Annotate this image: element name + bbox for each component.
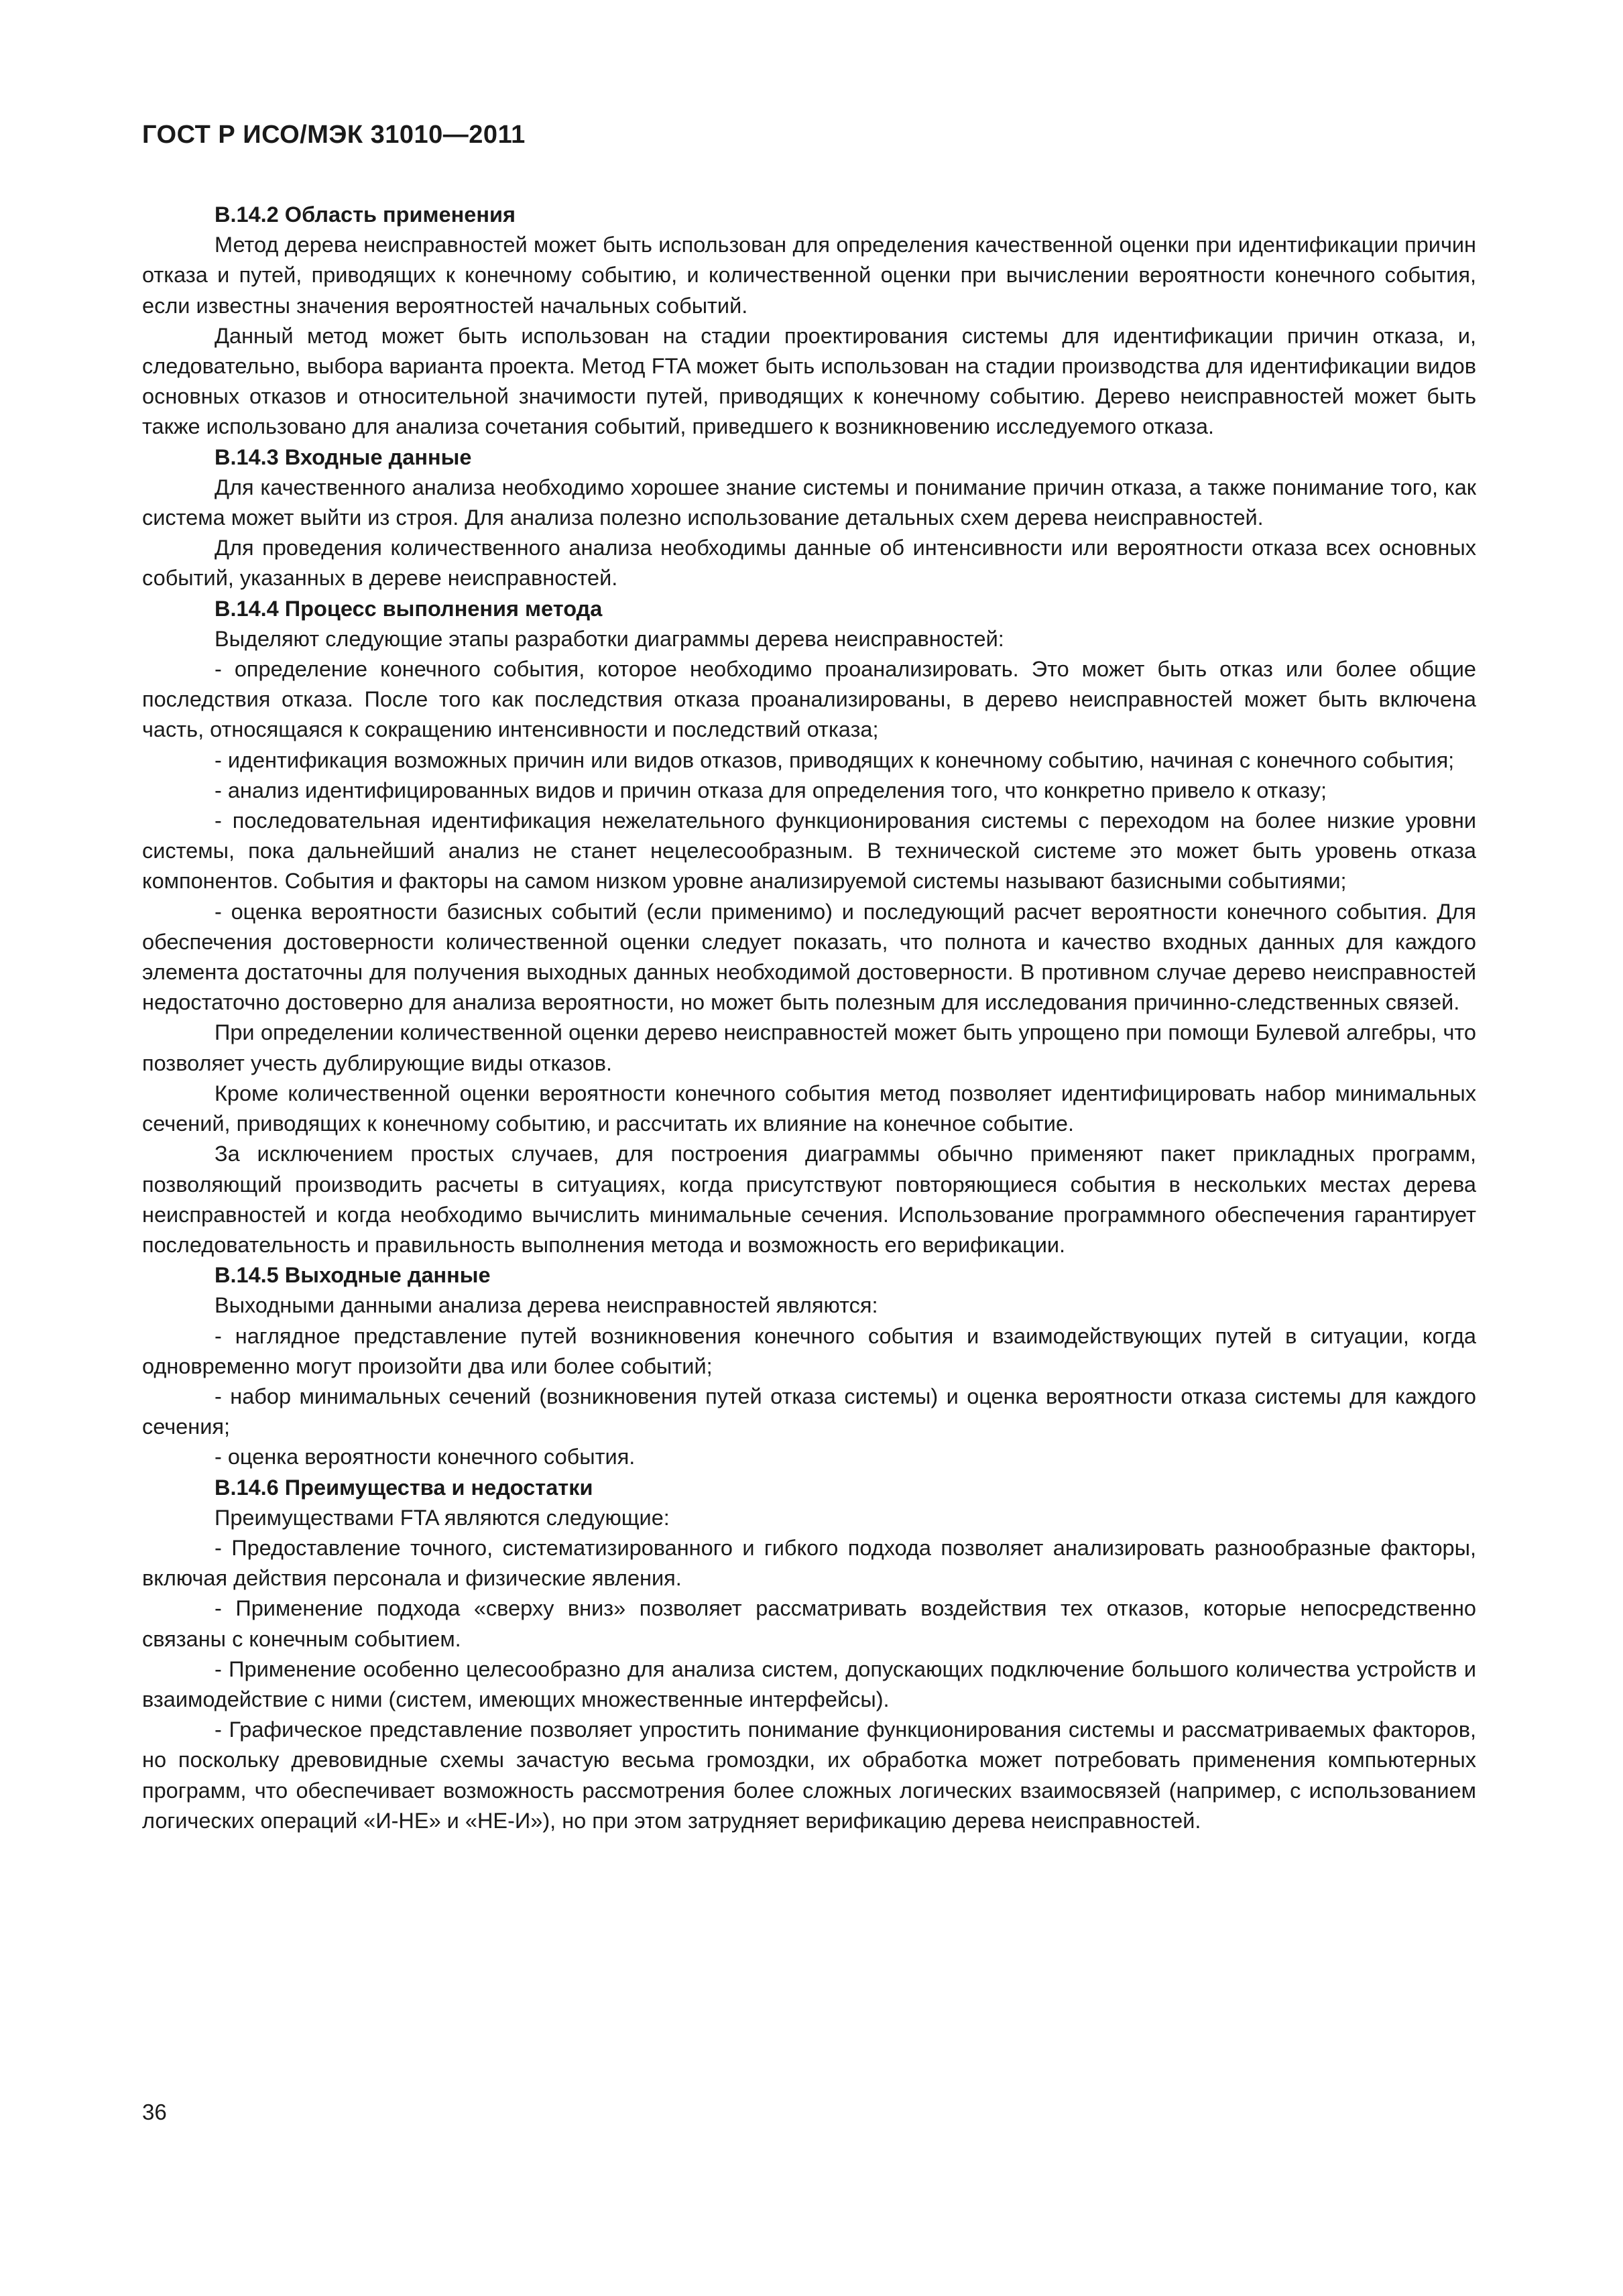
- list-item: - Применение подхода «сверху вниз» позволяет рассматривать воздействия тех отказов, которые непосредственно связаны с конечным событием.: [142, 1596, 1476, 1651]
- section-heading: В.14.5 Выходные данные: [215, 1263, 491, 1288]
- paragraph: Выделяют следующие этапы разработки диаграммы дерева неисправностей:: [215, 626, 1004, 651]
- paragraph: Для качественного анализа необходимо хорошее знание системы и понимание причин отказа, а также понимание того, как система может выйти из строя. Для анализа полезно использование детальных схем дерева неисправностей.: [142, 475, 1476, 530]
- list-item: - Применение особенно целесообразно для анализа систем, допускающих подключение большого количества устройств и взаимодействие с ними (систем, имеющих множественные интерфейсы).: [142, 1656, 1476, 1711]
- list-item: - Предоставление точного, систематизированного и гибкого подхода позволяет анализировать разнообразные факторы, включая действия персонала и физические явления.: [142, 1535, 1476, 1591]
- page-number: 36: [142, 2100, 167, 2124]
- paragraph: Преимуществами FTA являются следующие:: [215, 1505, 670, 1530]
- section-heading: В.14.2 Область применения: [215, 202, 516, 227]
- section-heading: В.14.6 Преимущества и недостатки: [215, 1475, 593, 1500]
- paragraph: Данный метод может быть использован на стадии проектирования системы для идентификации причин отказа, и, следовательно, выбора варианта проекта. Метод FTA может быть использован на стадии производства для идентификации видов основных отказов и относительной значимости путей, приводящих к конечному событию. Дерево неисправностей может быть также использовано для анализа сочетания событий, приведшего к возникновению исследуемого отказа.: [142, 323, 1476, 439]
- paragraph: Метод дерева неисправностей может быть использован для определения качественной оценки при идентификации причин отказа и путей, приводящих к конечному событию, и количественной оценки при вычислении вероятности конечного события, если известны значения вероятностей начальных событий.: [142, 233, 1476, 318]
- list-item: - наглядное представление путей возникновения конечного события и взаимодействующих путей в ситуации, когда одновременно могут произойти два или более событий;: [142, 1323, 1476, 1378]
- section-heading: В.14.3 Входные данные: [215, 444, 472, 469]
- paragraph: Кроме количественной оценки вероятности конечного события метод позволяет идентифицировать набор минимальных сечений, приводящих к конечному событию, и рассчитать их влияние на конечное событие.: [142, 1081, 1476, 1136]
- list-item: - последовательная идентификация нежелательного функционирования системы с переходом на более низкие уровни системы, пока дальнейший анализ не станет нецелесообразным. В технической системе это может быть уровень отказа компонентов. События и факторы на самом низком уровне анализируемой системы называют базисными событиями;: [142, 808, 1476, 894]
- paragraph: Выходными данными анализа дерева неисправностей являются:: [215, 1293, 878, 1318]
- list-item: - набор минимальных сечений (возникновения путей отказа системы) и оценка вероятности отказа системы для каждого сечения;: [142, 1384, 1476, 1439]
- paragraph: Для проведения количественного анализа необходимы данные об интенсивности или вероятности отказа всех основных событий, указанных в дереве неисправностей.: [142, 536, 1476, 591]
- list-item: - оценка вероятности конечного события.: [215, 1445, 636, 1469]
- list-item: - определение конечного события, которое необходимо проанализировать. Это может быть отказ или более общие последствия отказа. После того как последствия отказа проанализированы, в дерево неисправностей может быть включена часть, относящаяся к сокращению интенсивности и последствий отказа;: [142, 657, 1476, 742]
- list-item: - анализ идентифицированных видов и причин отказа для определения того, что конкретно привело к отказу;: [215, 778, 1327, 802]
- list-item: - оценка вероятности базисных событий (если применимо) и последующий расчет вероятности конечного события. Для обеспечения достоверности количественной оценки следует показать, что полнота и качество входных данных для каждого элемента достаточны для получения выходных данных необходимой достоверности. В противном случае дерево неисправностей недостаточно достоверно для анализа вероятности, но может быть полезным для исследования причинно-следственных связей.: [142, 899, 1476, 1015]
- list-item: - Графическое представление позволяет упростить понимание функционирования системы и рассматриваемых факторов, но поскольку древовидные схемы зачастую весьма громоздки, их обработка может потребовать применения компьютерных программ, что обеспечивает возможность рассмотрения более сложных логических взаимосвязей (например, с использованием логических операций «И-НЕ» и «НЕ-И»), но при этом затрудняет верификацию дерева неисправностей.: [142, 1717, 1476, 1833]
- paragraph: При определении количественной оценки дерево неисправностей может быть упрощено при помощи Булевой алгебры, что позволяет учесть дублирующие виды отказов.: [142, 1020, 1476, 1075]
- list-item: - идентификация возможных причин или видов отказов, приводящих к конечному событию, начиная с конечного события;: [215, 747, 1455, 772]
- section-heading: В.14.4 Процесс выполнения метода: [215, 596, 603, 621]
- document-header: ГОСТ Р ИСО/МЭК 31010—2011: [142, 121, 526, 149]
- paragraph: За исключением простых случаев, для построения диаграммы обычно применяют пакет прикладных программ, позволяющий производить расчеты в ситуациях, когда присутствуют повторяющиеся события в нескольких местах дерева неисправностей и когда необходимо вычислить минимальные сечения. Использование программного обеспечения гарантирует последовательность и правильность выполнения метода и возможность его верификации.: [142, 1142, 1476, 1257]
- document-body: [142, 200, 1476, 1836]
